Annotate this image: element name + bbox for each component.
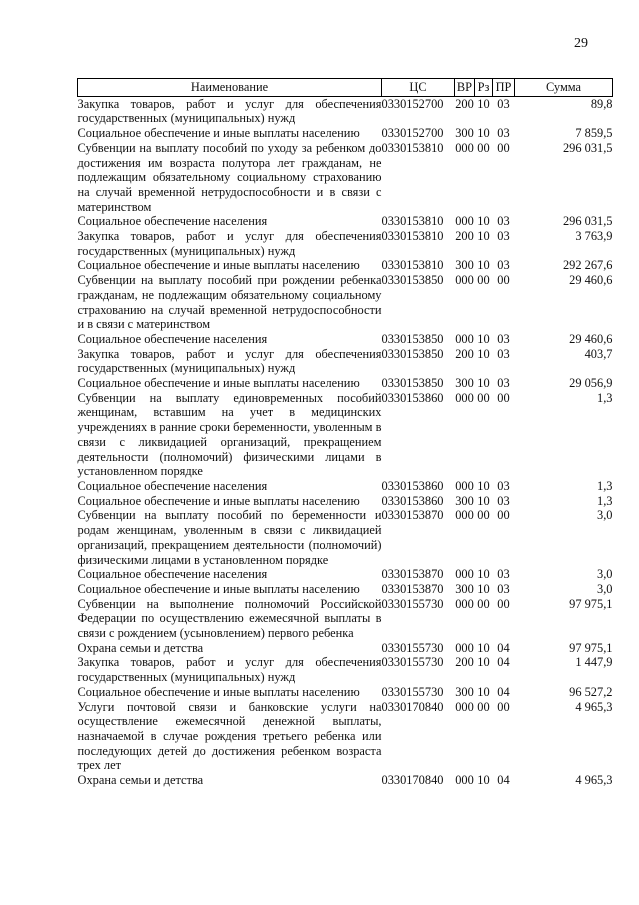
cell-sum: 3,0 — [597, 581, 613, 596]
table-body — [78, 96, 613, 788]
cell-sum: 3 763,9 — [575, 229, 613, 244]
cell-pr: 03 — [497, 493, 510, 508]
cell-name: Закупка товаров, работ и услуг для обеспечения государственных (муниципальных) нужд — [77, 96, 382, 126]
cell-vr: 000 — [455, 567, 474, 582]
cell-sum: 4 965,3 — [575, 699, 613, 714]
page-number: 29 — [574, 36, 588, 51]
cell-vr: 300 — [455, 258, 474, 273]
cell-name: Закупка товаров, работ и услуг для обеспечения государственных (муниципальных) нужд — [77, 655, 382, 685]
cell-vr: 300 — [455, 493, 474, 508]
cell-cs: 0330153810 — [381, 214, 444, 229]
cell-name: Субвенции на выплату единовременных пособий женщинам, вставшим на учет в медицинских учреждениях в ранние сроки беременности, уволенным в связи с ликвидацией организаций, прекращением деятельности (полномочий) физическими лицами в установленном порядке — [77, 390, 382, 479]
cell-vr: 000 — [455, 140, 474, 155]
cell-pr: 03 — [497, 567, 510, 582]
cell-name: Субвенции на выплату пособий при рождении ребенка гражданам, не подлежащим обязательному социальному страхованию на случай временной нетрудоспособности и в связи с материнством — [77, 273, 382, 332]
cell-cs: 0330152700 — [381, 126, 444, 141]
table-row — [78, 700, 613, 774]
cell-sum: 96 527,2 — [569, 684, 613, 699]
cell-name: Социальное обеспечение и иные выплаты населению — [77, 258, 360, 273]
cell-pr: 00 — [497, 508, 510, 523]
cell-cs: 0330153850 — [381, 331, 444, 346]
cell-pr: 03 — [497, 258, 510, 273]
cell-sum: 1 447,9 — [575, 655, 613, 670]
cell-pr: 00 — [497, 699, 510, 714]
cell-pr: 03 — [497, 346, 510, 361]
cell-sum: 3,0 — [597, 508, 613, 523]
cell-sum: 1,3 — [597, 478, 613, 493]
cell-pr: 04 — [497, 684, 510, 699]
table-row — [78, 229, 613, 258]
header-rz: Рз — [475, 79, 493, 97]
cell-pr: 03 — [497, 478, 510, 493]
cell-pr: 03 — [497, 126, 510, 141]
cell-rz: 10 — [477, 346, 490, 361]
cell-cs: 0330153860 — [381, 493, 444, 508]
table-row — [78, 332, 613, 347]
cell-rz: 10 — [477, 126, 490, 141]
cell-sum: 29 056,9 — [569, 376, 613, 391]
table-row — [78, 376, 613, 391]
cell-cs: 0330155730 — [381, 596, 444, 611]
table-row — [78, 597, 613, 641]
cell-name: Социальное обеспечение населения — [77, 567, 268, 582]
table-row — [78, 582, 613, 597]
cell-sum: 97 975,1 — [569, 640, 613, 655]
cell-sum: 4 965,3 — [575, 773, 613, 788]
cell-vr: 300 — [455, 126, 474, 141]
cell-cs: 0330153810 — [381, 258, 444, 273]
table-row — [78, 141, 613, 215]
cell-pr: 00 — [497, 390, 510, 405]
cell-pr: 00 — [497, 596, 510, 611]
cell-vr: 300 — [455, 376, 474, 391]
cell-sum: 296 031,5 — [562, 140, 613, 155]
cell-cs: 0330153860 — [381, 478, 444, 493]
cell-sum: 89,8 — [590, 96, 613, 111]
cell-vr: 000 — [455, 699, 474, 714]
cell-rz: 00 — [477, 699, 490, 714]
table-header — [78, 79, 613, 97]
cell-vr: 000 — [455, 214, 474, 229]
header-name: Наименование — [78, 79, 382, 97]
cell-vr: 000 — [455, 508, 474, 523]
cell-rz: 00 — [477, 140, 490, 155]
cell-name: Социальное обеспечение и иные выплаты населению — [77, 126, 360, 141]
cell-name: Субвенции на выплату пособий по уходу за ребенком до достижения им возраста полутора лет гражданам, не подлежащим обязательному социальному страхованию на случай временной нетрудоспособности и в связи с материнством — [77, 140, 382, 214]
cell-cs: 0330153850 — [381, 273, 444, 288]
cell-vr: 200 — [455, 655, 474, 670]
cell-vr: 000 — [455, 273, 474, 288]
header-pr: ПР — [493, 79, 515, 97]
cell-sum: 292 267,6 — [562, 258, 613, 273]
cell-cs: 0330155730 — [381, 640, 444, 655]
cell-name: Социальное обеспечение населения — [77, 331, 268, 346]
cell-sum: 1,3 — [597, 493, 613, 508]
cell-sum: 3,0 — [597, 567, 613, 582]
header-sum: Сумма — [515, 79, 613, 97]
cell-vr: 300 — [455, 684, 474, 699]
table-row — [78, 655, 613, 684]
table-row — [78, 347, 613, 376]
cell-pr: 03 — [497, 331, 510, 346]
cell-name: Субвенции на выполнение полномочий Российской Федерации по осуществлению ежемесячной выплаты в связи с рождением (усыновлением) первого ребенка — [77, 596, 382, 641]
cell-cs: 0330153850 — [381, 376, 444, 391]
cell-rz: 00 — [477, 273, 490, 288]
cell-cs: 0330153870 — [381, 581, 444, 596]
cell-cs: 0330170840 — [381, 773, 444, 788]
cell-name: Закупка товаров, работ и услуг для обеспечения государственных (муниципальных) нужд — [77, 229, 382, 258]
table-row — [78, 126, 613, 141]
cell-cs: 0330153810 — [381, 140, 444, 155]
cell-name: Социальное обеспечение и иные выплаты населению — [77, 581, 360, 596]
cell-sum: 29 460,6 — [569, 273, 613, 288]
cell-cs: 0330153870 — [381, 567, 444, 582]
cell-vr: 200 — [455, 96, 474, 111]
cell-rz: 00 — [477, 508, 490, 523]
cell-pr: 04 — [497, 640, 510, 655]
cell-cs: 0330153860 — [381, 390, 444, 405]
cell-sum: 403,7 — [584, 346, 613, 361]
cell-name: Социальное обеспечение и иные выплаты населению — [77, 376, 360, 391]
cell-name: Социальное обеспечение населения — [77, 214, 268, 229]
table-row — [78, 479, 613, 494]
cell-pr: 03 — [497, 376, 510, 391]
cell-sum: 296 031,5 — [562, 214, 613, 229]
table-row — [78, 273, 613, 332]
cell-sum: 1,3 — [597, 390, 613, 405]
table-row — [78, 258, 613, 273]
cell-name: Социальное обеспечение и иные выплаты населению — [77, 684, 360, 699]
cell-sum: 97 975,1 — [569, 596, 613, 611]
table-row — [78, 641, 613, 656]
cell-rz: 10 — [477, 567, 490, 582]
table-row — [78, 214, 613, 229]
cell-pr: 03 — [497, 581, 510, 596]
cell-name: Субвенции на выплату пособий по беременности и родам женщинам, уволенным в связи с ликвидацией организаций, прекращением деятельности (полномочий) физическими лицами в установленном порядке — [77, 508, 382, 567]
budget-table — [77, 78, 613, 788]
cell-pr: 03 — [497, 96, 510, 111]
cell-vr: 000 — [455, 478, 474, 493]
cell-name: Закупка товаров, работ и услуг для обеспечения государственных (муниципальных) нужд — [77, 346, 382, 376]
cell-pr: 00 — [497, 273, 510, 288]
cell-pr: 03 — [497, 229, 510, 244]
cell-cs: 0330155730 — [381, 655, 444, 670]
cell-rz: 10 — [477, 493, 490, 508]
cell-cs: 0330170840 — [381, 699, 444, 714]
cell-vr: 000 — [455, 390, 474, 405]
cell-rz: 00 — [477, 596, 490, 611]
cell-cs: 0330153870 — [381, 508, 444, 523]
cell-rz: 10 — [477, 640, 490, 655]
cell-vr: 200 — [455, 229, 474, 244]
cell-rz: 10 — [477, 96, 490, 111]
cell-cs: 0330153850 — [381, 346, 444, 361]
cell-rz: 00 — [477, 390, 490, 405]
cell-cs: 0330153810 — [381, 229, 444, 244]
cell-name: Услуги почтовой связи и банковские услуги на осуществление ежемесячной денежной выплаты, назначаемой в случае рождения третьего ребенка или последующих детей до достижения ребенком возраста трех лет — [77, 699, 382, 773]
cell-name: Социальное обеспечение и иные выплаты населению — [77, 493, 360, 508]
cell-rz: 10 — [477, 331, 490, 346]
cell-name: Охрана семьи и детства — [77, 640, 204, 655]
header-row — [78, 79, 613, 97]
table-row — [78, 773, 613, 788]
cell-rz: 10 — [477, 581, 490, 596]
cell-pr: 04 — [497, 773, 510, 788]
cell-rz: 10 — [477, 214, 490, 229]
cell-vr: 000 — [455, 596, 474, 611]
table-row — [78, 494, 613, 509]
header-cs: ЦС — [382, 79, 455, 97]
cell-rz: 10 — [477, 478, 490, 493]
cell-pr: 03 — [497, 214, 510, 229]
cell-vr: 200 — [455, 346, 474, 361]
cell-name: Охрана семьи и детства — [77, 773, 204, 788]
cell-pr: 00 — [497, 140, 510, 155]
table-row — [78, 391, 613, 479]
cell-cs: 0330152700 — [381, 96, 444, 111]
cell-cs: 0330155730 — [381, 684, 444, 699]
table-row — [78, 96, 613, 126]
cell-rz: 10 — [477, 773, 490, 788]
cell-vr: 300 — [455, 581, 474, 596]
cell-rz: 10 — [477, 655, 490, 670]
cell-vr: 000 — [455, 773, 474, 788]
cell-vr: 000 — [455, 640, 474, 655]
cell-sum: 29 460,6 — [569, 331, 613, 346]
cell-rz: 10 — [477, 684, 490, 699]
table-row — [78, 508, 613, 567]
header-vr: ВР — [455, 79, 475, 97]
table-row — [78, 567, 613, 582]
table-row — [78, 685, 613, 700]
cell-pr: 04 — [497, 655, 510, 670]
cell-name: Социальное обеспечение населения — [77, 478, 268, 493]
cell-vr: 000 — [455, 331, 474, 346]
cell-sum: 7 859,5 — [575, 126, 613, 141]
cell-rz: 10 — [477, 376, 490, 391]
cell-rz: 10 — [477, 229, 490, 244]
cell-rz: 10 — [477, 258, 490, 273]
